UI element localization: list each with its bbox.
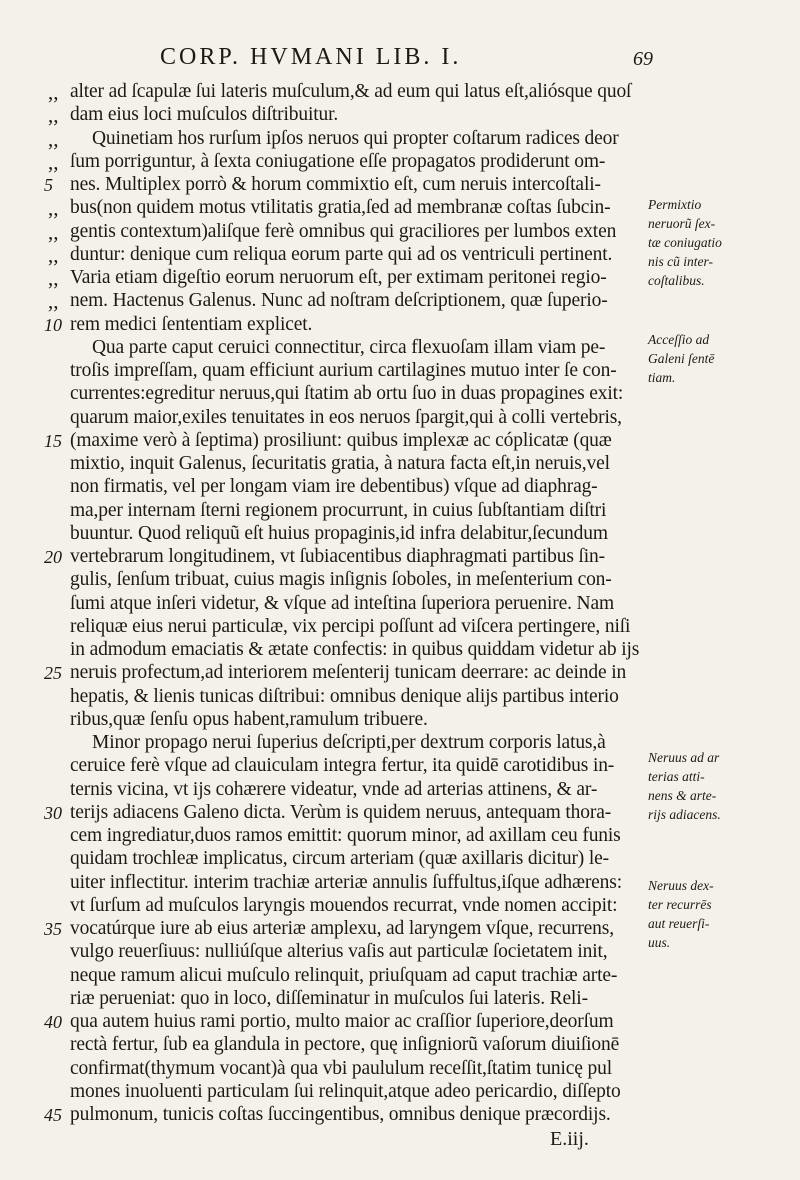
text-line	[0, 1057, 800, 1081]
line-text: troſis impreſſam, quam efficiunt aurium cartilagines mutuo inter ſe con-	[70, 360, 617, 381]
line-text: quidam trochleæ implicatus, circum arteriam (quæ axillaris dicitur) le-	[70, 848, 609, 870]
line-text: gulis, ſenſum tribuat, cuius magis inſignis ſoboles, in meſenterium con-	[70, 569, 612, 591]
line-text: nes. Multiplex porrò & horum commixtio eſt, cum neruis intercoſtali-	[70, 174, 601, 195]
line-text: ceruice ferè vſque ad clauiculam integra fertur, ita quidē carotidibus in-	[70, 755, 615, 777]
text-line	[0, 452, 800, 476]
line-text: Varia etiam digeſtio eorum neruorum eſt, per extimam peritonei regio-	[70, 267, 607, 288]
text-line	[0, 429, 800, 453]
line-text: reliquæ eius nerui particulæ, vix percipi poſſunt ad viſcera pertingere, niſi	[70, 615, 631, 637]
marginal-note-line: Acceſſio ad	[648, 332, 710, 347]
text-line	[0, 638, 800, 662]
line-text: terijs adiacens Galeno dicta. Verùm is quidem neruus, antequam thora-	[70, 801, 612, 823]
line-text: mones inuoluenti particulam ſui relinquit,atque adeo pericardio, diſſepto	[70, 1080, 621, 1102]
line-text: ma,per internam ſterni regionem procurrunt, in cuius ſubſtantiam diſtri	[70, 499, 607, 521]
marginal-note-line: terias atti-	[648, 769, 705, 784]
line-number: 45	[44, 1105, 62, 1125]
quote-mark: ,,	[48, 80, 59, 104]
line-text: rectà fertur, ſub ea glandula in pectore, quę inſigniorũ vaſorum diuiſionē	[70, 1034, 620, 1056]
marginal-note-line: rijs adiacens.	[648, 807, 721, 822]
line-text: ribus,quæ ſenſu opus habent,ramulum tribuere.	[70, 708, 428, 730]
line-text: non firmatis, vel per longam viam ire debentibus) vſque ad diaphrag-	[70, 476, 598, 498]
quote-mark: ,,	[48, 126, 59, 151]
line-text: mixtio, inquit Galenus, ſecuritatis gratia, à natura facta eſt,in neruis,vel	[70, 453, 610, 474]
line-text: ſumi atque inſeri videtur, & vſque ad inteſtina ſuperiora peruenire. Nam	[70, 592, 614, 614]
line-number: 15	[44, 430, 62, 451]
text-line	[0, 545, 800, 569]
text-line	[0, 522, 800, 546]
marginal-note-line: tæ coniugatio	[648, 235, 722, 250]
line-text: quarum maior,exiles tenuitates in eos neruos ſpargit,qui à colli vertebris,	[70, 406, 622, 428]
line-text: ſum porriguntur, à ſexta coniugatione eſſe propagatos prodiderunt om-	[70, 150, 606, 172]
quote-mark: ,,	[48, 266, 59, 290]
line-text: rem medici ſententiam explicet.	[70, 313, 313, 335]
line-text: ternis vicina, vt ijs cohærere videatur, vnde ad arterias attinens, & ar-	[70, 778, 598, 800]
quote-mark: ,,	[48, 196, 59, 221]
line-text: currentes:egreditur neruus,qui ſtatim ab ortu ſuo in duas propagines exit:	[70, 383, 624, 405]
folio-number: 69	[633, 48, 653, 70]
page-header	[160, 38, 660, 78]
quote-mark: ,,	[48, 242, 59, 267]
line-text: buuntur. Quod reliquũ eſt huius propaginis,id infra delabitur,ſecundum	[70, 522, 608, 544]
line-text: nem. Hactenus Galenus. Nunc ad noſtram deſcriptionem, quæ ſuperio-	[70, 290, 608, 312]
marginal-note-line: uus.	[648, 935, 671, 950]
text-line	[0, 1033, 800, 1057]
marginal-note-line: aut reuerſi-	[648, 916, 710, 931]
marginal-note-line: coſtalibus.	[648, 273, 705, 288]
text-line	[0, 406, 800, 430]
line-text: vt ſurſum ad muſculos laryngis mouendos recurrat, vnde nomen accipit:	[70, 894, 618, 916]
line-text: alter ad ſcapulæ ſui lateris muſculum,& ad eum qui latus eſt,aliósque quoſ	[70, 81, 632, 102]
marginal-note-line: Galeni ſentē	[648, 351, 715, 366]
marginal-note	[648, 748, 788, 824]
catchword: E.iij.	[550, 1128, 589, 1150]
line-text: neruis profectum,ad interiorem meſenterij tunicam deerrare: ac deinde in	[70, 662, 627, 684]
line-text: Qua parte caput ceruici connectitur, circa flexuoſam illam viam pe-	[92, 336, 606, 358]
line-number: 30	[44, 802, 62, 823]
text-line	[0, 592, 800, 616]
marginal-note-line: nens & arte-	[648, 788, 717, 803]
text-line	[0, 173, 800, 197]
line-text: uiter inflectitur. interim trachiæ arteriæ annulis ſuffultus,iſque adhærens:	[70, 871, 622, 893]
text-line	[0, 103, 800, 127]
text-line	[0, 661, 800, 685]
quote-mark: ,,	[48, 289, 59, 314]
marginal-note	[648, 330, 788, 387]
text-line	[0, 824, 800, 848]
text-line	[0, 127, 800, 151]
text-line	[0, 987, 800, 1011]
line-text: pulmonum, tunicis coſtas ſuccingentibus, omnibus denique præcordijs.	[70, 1104, 611, 1125]
line-text: vocatúrque iure ab eius arteriæ amplexu, ad laryngem vſque, recurrens,	[70, 918, 614, 939]
line-text: confirmat(thymum vocant)à qua vbi paululum receſſit,ſtatim tunicę pul	[70, 1057, 612, 1079]
line-text: riæ perueniat: quo in loco, diſſeminatur in muſculos ſui lateris. Reli-	[70, 987, 588, 1009]
quote-mark: ,,	[48, 103, 59, 128]
line-number: 5	[44, 175, 53, 195]
line-number: 20	[44, 547, 62, 567]
marginal-note-line: Permixtio	[648, 197, 702, 212]
text-line	[0, 80, 800, 104]
text-line	[0, 150, 800, 174]
text-line	[0, 1080, 800, 1104]
line-number: 40	[44, 1012, 62, 1032]
text-line	[0, 685, 800, 709]
text-line	[0, 1103, 800, 1127]
line-text: vertebrarum longitudinem, vt ſubiacentibus diaphragmati partibus ſin-	[70, 546, 605, 567]
marginal-note-line: ter recurrēs	[648, 897, 712, 912]
marginal-note	[648, 195, 788, 290]
line-text: Minor propago nerui ſuperius deſcripti,per dextrum corporis latus,à	[92, 732, 606, 753]
line-text: neque ramum alicui muſculo relinquit, priuſquam ad caput trachiæ arte-	[70, 964, 618, 986]
quote-mark: ,,	[48, 219, 59, 244]
marginal-note-line: nis cũ inter-	[648, 254, 713, 269]
text-line	[0, 499, 800, 523]
line-text: gentis contextum)aliſque ferè omnibus qui graciliores per lumbos exten	[70, 220, 617, 242]
text-line	[0, 1010, 800, 1034]
line-number: 25	[44, 663, 62, 684]
text-line	[0, 615, 800, 639]
line-text: dam eius loci muſculos diſtribuitur.	[70, 104, 339, 126]
text-line	[0, 475, 800, 499]
line-text: cem ingrediatur,duos ramos emittit: quorum minor, ad axillam ceu funis	[70, 825, 621, 846]
quote-mark: ,,	[48, 149, 59, 174]
marginal-note-line: neruorũ ſex-	[648, 216, 716, 231]
text-line	[0, 708, 800, 732]
line-text: vulgo reuerſiuus: nulliúſque alterius vaſis aut particulæ ſocietatem init,	[70, 941, 608, 963]
line-text: qua autem huius rami portio, multo maior ac craſſior ſuperiore,deorſum	[70, 1011, 614, 1032]
line-text: bus(non quidem motus vtilitatis gratia,ſed ad membranæ coſtas ſubcin-	[70, 197, 611, 219]
text-line	[0, 289, 800, 313]
text-line	[0, 568, 800, 592]
marginal-note-line: Neruus ad ar	[648, 750, 720, 765]
line-text: (maxime verò à ſeptima) prosiliunt: quibus implexæ ac cóplicatæ (quæ	[70, 429, 612, 451]
line-text: in admodum emaciatis & ætate confectis: in quibus quiddam videtur ab ijs	[70, 639, 640, 660]
marginal-note-line: Neruus dex-	[648, 878, 714, 893]
line-number: 10	[44, 314, 62, 335]
text-line	[0, 847, 800, 871]
line-text: hepatis, & lienis tunicas diſtribui: omnibus denique alijs partibus interio	[70, 685, 619, 707]
marginal-note-line: tiam.	[648, 370, 676, 385]
line-text: Quinetiam hos rurſum ipſos neruos qui propter coſtarum radices deor	[92, 127, 619, 149]
text-line	[0, 964, 800, 988]
line-text: duntur: denique cum reliqua eorum parte qui ad os ventriculi pertinent.	[70, 243, 613, 265]
line-number: 35	[44, 919, 62, 939]
marginal-note	[648, 876, 788, 952]
running-title: CORP. HVMANI LIB. I.	[160, 44, 462, 70]
